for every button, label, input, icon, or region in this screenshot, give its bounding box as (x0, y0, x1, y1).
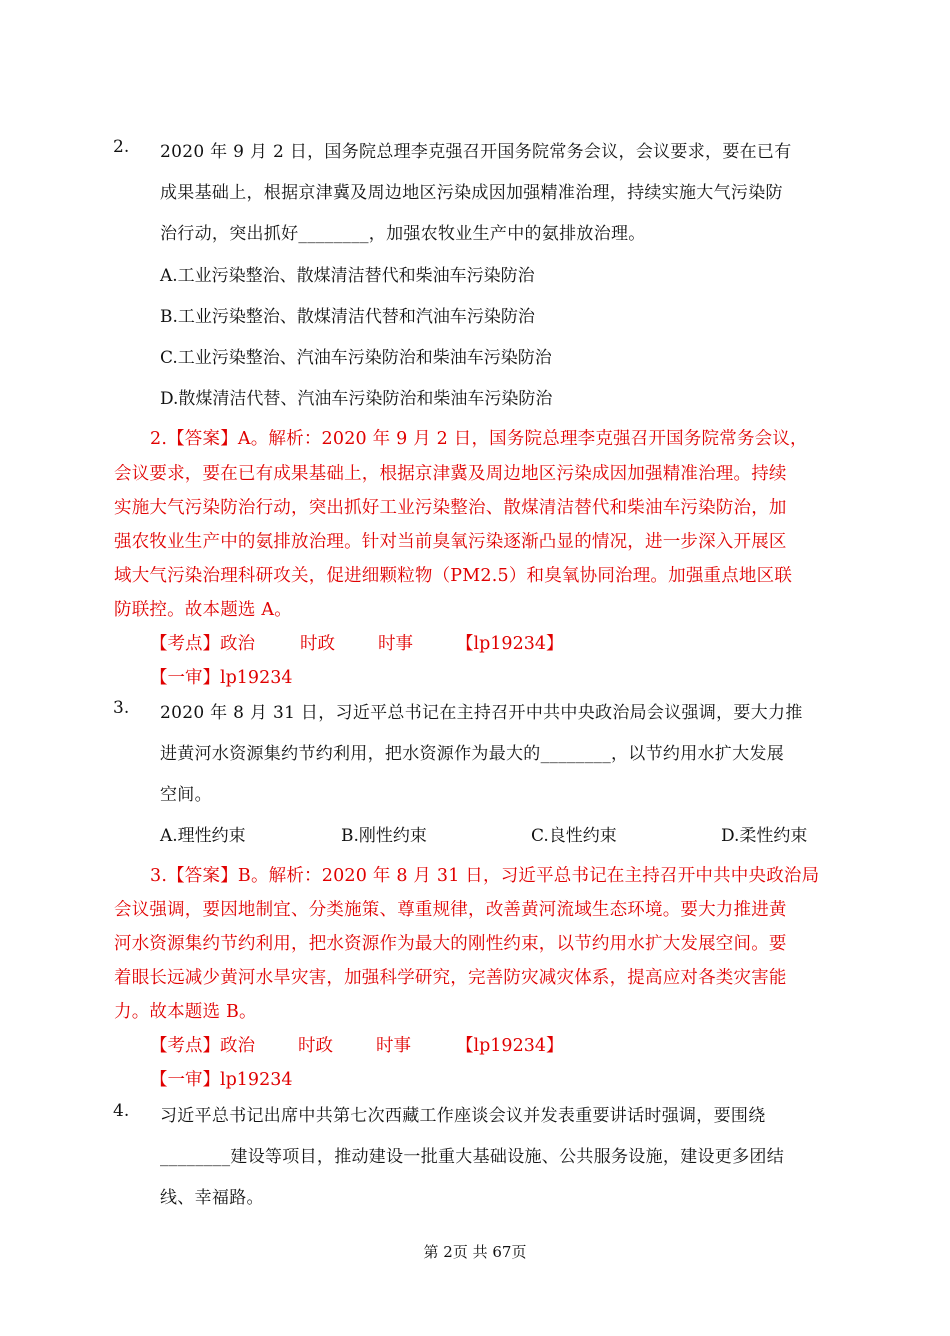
kaodian-code: 【lp19234】 (456, 634, 564, 654)
question-2-yishen (150, 664, 292, 689)
question-2-line-2: 成果基础上，根据京津冀及周边地区污染成因加强精准治理，持续实施大气污染防 (160, 183, 783, 203)
question-3-answer-line-1: 3.【答案】B。解析：2020 年 8 月 31 日，习近平总书记在主持召开中共中央政治局 (150, 866, 820, 886)
question-2-answer-line-3: 实施大气污染防治行动，突出抓好工业污染整治、散煤清洁替代和柴油车污染防治，加 (114, 498, 787, 518)
yishen-label: 【一审】 (150, 668, 220, 688)
question-3-answer-line-4: 着眼长远减少黄河水旱灾害，加强科学研究，完善防灾减灾体系，提高应对各类灾害能 (114, 968, 787, 988)
question-2-number: 2. (113, 137, 130, 157)
question-2-answer-line-1: 2.【答案】A。解析：2020 年 9 月 2 日，国务院总理李克强召开国务院常务会议， (150, 429, 808, 449)
yishen-code: lp19234 (220, 668, 293, 688)
question-3-kaodian (150, 1032, 563, 1057)
question-2-line-3: 治行动，突出抓好________，加强农牧业生产中的氨排放治理。 (160, 224, 646, 244)
question-2-answer-line-4: 强农牧业生产中的氨排放治理。针对当前臭氧污染逐渐凸显的情况，进一步深入开展区 (114, 532, 787, 552)
question-3-option-d: D.柔性约束 (721, 826, 808, 846)
kaodian-item: 时事 (378, 634, 413, 654)
question-2-answer-line-6: 防联控。故本题选 A。 (114, 600, 292, 620)
kaodian-item: 政治 (220, 634, 255, 654)
question-4-number: 4. (113, 1101, 130, 1121)
question-2-line-1: 2020 年 9 月 2 日，国务院总理李克强召开国务院常务会议，会议要求，要在已有 (160, 142, 792, 162)
question-3-number: 3. (113, 698, 130, 718)
question-3-answer-line-3: 河水资源集约节约利用，把水资源作为最大的刚性约束，以节约用水扩大发展空间。要 (114, 934, 787, 954)
kaodian-item: 时政 (300, 634, 335, 654)
kaodian-item: 时事 (376, 1036, 411, 1056)
kaodian-item: 政治 (220, 1036, 255, 1056)
kaodian-label: 【考点】 (150, 1036, 220, 1056)
question-3-line-1: 2020 年 8 月 31 日，习近平总书记在主持召开中共中央政治局会议强调，要大力推 (160, 703, 803, 723)
question-3-option-a: A.理性约束 (160, 826, 246, 846)
yishen-code: lp19234 (220, 1070, 293, 1090)
yishen-label: 【一审】 (150, 1070, 220, 1090)
question-2-option-c: C.工业污染整治、汽油车污染防治和柴油车污染防治 (160, 348, 552, 368)
question-2-option-d: D.散煤清洁代替、汽油车污染防治和柴油车污染防治 (160, 389, 553, 409)
question-4-line-1: 习近平总书记出席中共第七次西藏工作座谈会议并发表重要讲话时强调，要围绕 (160, 1106, 766, 1126)
kaodian-code: 【lp19234】 (456, 1036, 564, 1056)
kaodian-label: 【考点】 (150, 634, 220, 654)
question-2-answer-line-2: 会议要求，要在已有成果基础上，根据京津冀及周边地区污染成因加强精准治理。持续 (114, 464, 787, 484)
question-3-answer-line-2: 会议强调，要因地制宜、分类施策、尊重规律，改善黄河流域生态环境。要大力推进黄 (114, 900, 787, 920)
question-3-option-b: B.刚性约束 (341, 826, 427, 846)
question-4-line-3: 线、幸福路。 (160, 1188, 264, 1208)
question-3-answer-line-5: 力。故本题选 B。 (114, 1002, 257, 1022)
question-3-yishen (150, 1066, 292, 1091)
question-2-kaodian (150, 630, 563, 655)
question-2-option-a: A.工业污染整治、散煤清洁替代和柴油车污染防治 (160, 266, 535, 286)
question-2-answer-line-5: 域大气污染治理科研攻关，促进细颗粒物（PM2.5）和臭氧协同治理。加强重点地区联 (114, 566, 793, 586)
page-footer: 第 2页 共 67页 (423, 1243, 527, 1261)
question-3-line-2: 进黄河水资源集约节约利用，把水资源作为最大的________，以节约用水扩大发展 (160, 744, 784, 764)
question-4-line-2: ________建设等项目，推动建设一批重大基础设施、公共服务设施，建设更多团结 (160, 1147, 784, 1167)
kaodian-item: 时政 (298, 1036, 333, 1056)
question-2-option-b: B.工业污染整治、散煤清洁代替和汽油车污染防治 (160, 307, 535, 327)
question-3-option-c: C.良性约束 (531, 826, 617, 846)
question-3-line-3: 空间。 (160, 785, 212, 805)
